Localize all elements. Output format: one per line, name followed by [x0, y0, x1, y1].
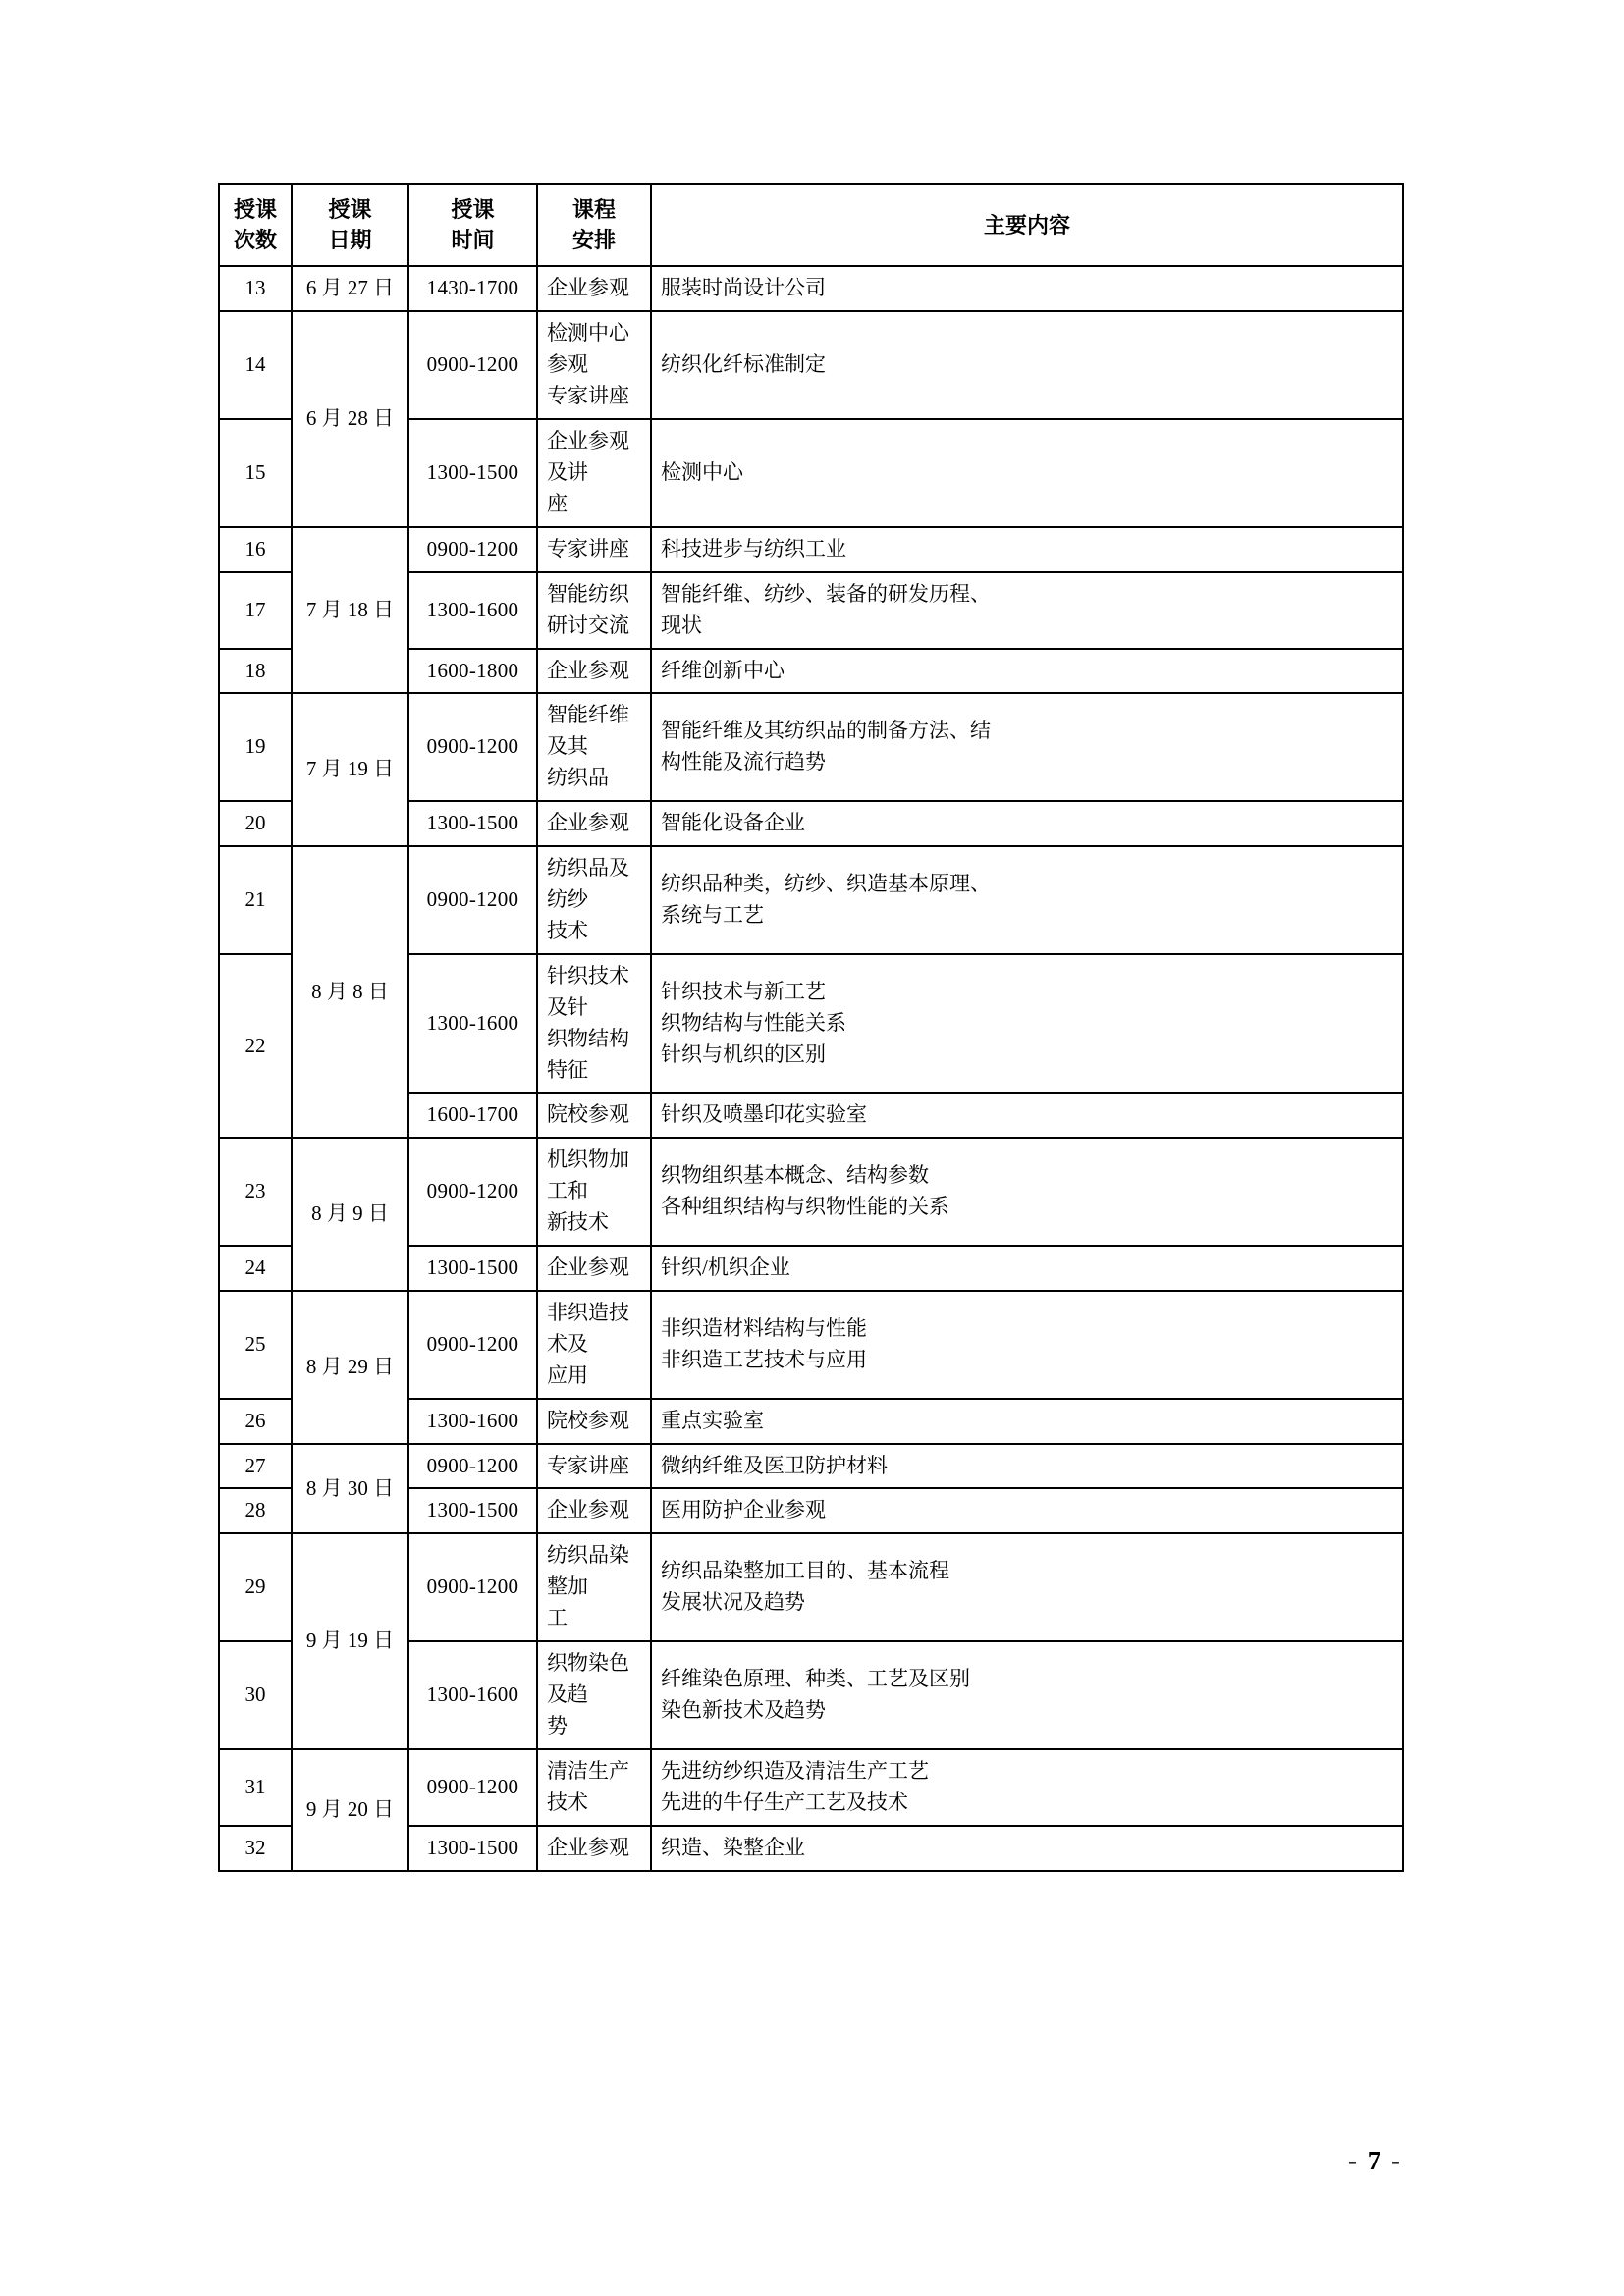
course-line: 机织物加工和 [547, 1148, 629, 1203]
content-line: 纤维创新中心 [661, 658, 785, 682]
content-line: 发展状况及趋势 [661, 1590, 805, 1615]
content-line: 智能化设备企业 [661, 811, 805, 835]
course-arrangement-cell [537, 1533, 651, 1641]
course-line: 智能纤维及其 [547, 703, 629, 759]
course-line: 针织技术及针 [547, 963, 629, 1019]
course-line: 企业参观 [547, 1498, 629, 1522]
course-line: 纺织品及纺纱 [547, 856, 629, 911]
content-line: 各种组织结构与织物性能的关系 [661, 1195, 949, 1219]
content-line: 织物结构与性能关系 [661, 1010, 846, 1035]
course-line: 企业参观 [547, 1835, 629, 1859]
course-arrangement-cell [537, 1826, 651, 1871]
content-line: 智能纤维及其纺织品的制备方法、结 [661, 719, 991, 743]
course-line: 座 [547, 491, 568, 515]
course-arrangement-cell [537, 801, 651, 846]
session-number-cell: 22 [219, 954, 292, 1139]
course-line: 专家讲座 [547, 536, 629, 561]
table-header-row [219, 184, 1403, 266]
table-row [219, 1533, 1403, 1641]
course-arrangement-cell [537, 1749, 651, 1826]
time-cell: 1300-1500 [408, 419, 537, 527]
content-line: 先进纺纱织造及清洁生产工艺 [661, 1758, 929, 1783]
time-cell: 1300-1600 [408, 1399, 537, 1444]
column-header-line: 授课 [451, 197, 495, 222]
course-arrangement-cell [537, 1444, 651, 1489]
table-row [219, 311, 1403, 419]
content-line: 先进的牛仔生产工艺及技术 [661, 1789, 908, 1814]
content-line: 非织造材料结构与性能 [661, 1315, 867, 1340]
course-line: 研讨交流 [547, 613, 629, 637]
course-line: 工 [547, 1606, 568, 1630]
content-line: 纺织品种类，纺纱、织造基本原理、 [661, 872, 991, 896]
time-cell: 1300-1600 [408, 1641, 537, 1749]
content-line: 检测中心 [661, 460, 743, 484]
time-cell: 1300-1500 [408, 1488, 537, 1533]
course-arrangement-cell [537, 1641, 651, 1749]
session-number-cell: 32 [219, 1826, 292, 1871]
date-cell: 9 月 19 日 [292, 1533, 408, 1748]
course-arrangement-cell [537, 954, 651, 1094]
main-content-cell [651, 1291, 1403, 1399]
main-content-cell [651, 1826, 1403, 1871]
time-cell: 0900-1200 [408, 1533, 537, 1641]
course-line: 院校参观 [547, 1102, 629, 1127]
course-arrangement-cell [537, 1093, 651, 1138]
main-content-cell [651, 693, 1403, 801]
time-cell: 1300-1500 [408, 1246, 537, 1291]
date-cell: 8 月 8 日 [292, 846, 408, 1138]
course-arrangement-cell [537, 419, 651, 527]
time-cell: 0900-1200 [408, 1749, 537, 1826]
page-number: - 7 - [1348, 2146, 1402, 2175]
course-arrangement-cell [537, 311, 651, 419]
column-header-line: 日期 [328, 228, 372, 253]
column-header-line: 主要内容 [983, 212, 1070, 238]
table-row [219, 266, 1403, 311]
time-cell: 1300-1500 [408, 801, 537, 846]
course-line: 智能纺织 [547, 581, 629, 606]
time-cell: 1430-1700 [408, 266, 537, 311]
session-number-cell: 26 [219, 1399, 292, 1444]
time-cell: 0900-1200 [408, 846, 537, 954]
course-line: 企业参观 [547, 1255, 629, 1280]
session-number-cell: 24 [219, 1246, 292, 1291]
time-cell: 1300-1500 [408, 1826, 537, 1871]
session-number-cell: 15 [219, 419, 292, 527]
column-header-2 [408, 184, 537, 266]
column-header-1 [292, 184, 408, 266]
main-content-cell [651, 649, 1403, 694]
course-schedule-table [218, 183, 1404, 1872]
course-line: 势 [547, 1713, 568, 1737]
course-arrangement-cell [537, 846, 651, 954]
content-line: 构性能及流行趋势 [661, 750, 826, 774]
main-content-cell [651, 1399, 1403, 1444]
content-line: 医用防护企业参观 [661, 1498, 826, 1522]
content-line: 纺织化纤标准制定 [661, 352, 826, 377]
course-arrangement-cell [537, 1138, 651, 1246]
main-content-cell [651, 954, 1403, 1094]
main-content-cell [651, 1093, 1403, 1138]
session-number-cell: 25 [219, 1291, 292, 1399]
course-arrangement-cell [537, 572, 651, 649]
main-content-cell [651, 1138, 1403, 1246]
column-header-line: 授课 [233, 197, 277, 222]
session-number-cell: 27 [219, 1444, 292, 1489]
date-cell: 7 月 19 日 [292, 693, 408, 846]
table-row [219, 527, 1403, 572]
content-line: 针织及喷墨印花实验室 [661, 1102, 867, 1127]
course-line: 纺织品染整加 [547, 1543, 629, 1599]
session-number-cell: 17 [219, 572, 292, 649]
course-line: 新技术 [547, 1210, 609, 1235]
content-line: 智能纤维、纺纱、装备的研发历程、 [661, 581, 991, 606]
session-number-cell: 20 [219, 801, 292, 846]
main-content-cell [651, 1641, 1403, 1749]
time-cell: 0900-1200 [408, 1291, 537, 1399]
date-cell: 9 月 20 日 [292, 1749, 408, 1871]
course-arrangement-cell [537, 1291, 651, 1399]
time-cell: 1600-1700 [408, 1093, 537, 1138]
main-content-cell [651, 419, 1403, 527]
course-line: 技术 [547, 918, 588, 942]
time-cell: 1300-1600 [408, 954, 537, 1094]
course-line: 企业参观 [547, 276, 629, 300]
session-number-cell: 13 [219, 266, 292, 311]
column-header-line: 授课 [328, 197, 372, 222]
course-line: 应用 [547, 1362, 588, 1387]
content-line: 织造、染整企业 [661, 1835, 805, 1859]
table-row [219, 1444, 1403, 1489]
main-content-cell [651, 846, 1403, 954]
content-line: 微纳纤维及医卫防护材料 [661, 1453, 888, 1477]
course-line: 检测中心参观 [547, 321, 629, 377]
course-line: 企业参观 [547, 658, 629, 682]
time-cell: 0900-1200 [408, 1444, 537, 1489]
content-line: 非织造工艺技术与应用 [661, 1347, 867, 1371]
table-row [219, 1138, 1403, 1246]
session-number-cell: 29 [219, 1533, 292, 1641]
column-header-line: 时间 [451, 228, 495, 253]
course-line: 织物结构特征 [547, 1026, 629, 1082]
course-line: 纺织品 [547, 766, 609, 790]
table-row [219, 1749, 1403, 1826]
session-number-cell: 30 [219, 1641, 292, 1749]
course-arrangement-cell [537, 649, 651, 694]
content-line: 针织/机织企业 [661, 1255, 790, 1280]
main-content-cell [651, 572, 1403, 649]
time-cell: 1300-1600 [408, 572, 537, 649]
course-arrangement-cell [537, 693, 651, 801]
course-arrangement-cell [537, 527, 651, 572]
content-line: 染色新技术及趋势 [661, 1697, 826, 1722]
content-line: 重点实验室 [661, 1408, 764, 1432]
course-line: 非织造技术及 [547, 1300, 629, 1356]
content-line: 现状 [661, 613, 702, 637]
session-number-cell: 23 [219, 1138, 292, 1246]
date-cell: 8 月 9 日 [292, 1138, 408, 1291]
time-cell: 0900-1200 [408, 1138, 537, 1246]
time-cell: 0900-1200 [408, 693, 537, 801]
course-line: 企业参观 [547, 811, 629, 835]
session-number-cell: 19 [219, 693, 292, 801]
date-cell: 6 月 27 日 [292, 266, 408, 311]
course-line: 院校参观 [547, 1408, 629, 1432]
column-header-0 [219, 184, 292, 266]
main-content-cell [651, 1488, 1403, 1533]
main-content-cell [651, 266, 1403, 311]
course-arrangement-cell [537, 1488, 651, 1533]
column-header-line: 次数 [233, 228, 277, 253]
main-content-cell [651, 1533, 1403, 1641]
content-line: 针织与机织的区别 [661, 1041, 826, 1066]
course-arrangement-cell [537, 1246, 651, 1291]
main-content-cell [651, 1444, 1403, 1489]
date-cell: 8 月 29 日 [292, 1291, 408, 1444]
time-cell: 0900-1200 [408, 311, 537, 419]
session-number-cell: 31 [219, 1749, 292, 1826]
main-content-cell [651, 311, 1403, 419]
table-row [219, 846, 1403, 954]
content-line: 纺织品染整加工目的、基本流程 [661, 1559, 949, 1583]
session-number-cell: 21 [219, 846, 292, 954]
session-number-cell: 16 [219, 527, 292, 572]
column-header-line: 安排 [571, 228, 616, 253]
table-row [219, 693, 1403, 801]
session-number-cell: 28 [219, 1488, 292, 1533]
column-header-3 [537, 184, 651, 266]
main-content-cell [651, 1749, 1403, 1826]
content-line: 服装时尚设计公司 [661, 276, 826, 300]
content-line: 织物组织基本概念、结构参数 [661, 1163, 929, 1188]
course-line: 专家讲座 [547, 384, 629, 408]
course-line: 清洁生产技术 [547, 1758, 629, 1814]
time-cell: 0900-1200 [408, 527, 537, 572]
session-number-cell: 14 [219, 311, 292, 419]
session-number-cell: 18 [219, 649, 292, 694]
column-header-4 [651, 184, 1403, 266]
course-line: 织物染色及趋 [547, 1651, 629, 1706]
course-arrangement-cell [537, 266, 651, 311]
date-cell: 7 月 18 日 [292, 527, 408, 694]
content-line: 科技进步与纺织工业 [661, 536, 846, 561]
main-content-cell [651, 527, 1403, 572]
table-row [219, 1291, 1403, 1399]
date-cell: 6 月 28 日 [292, 311, 408, 526]
course-line: 企业参观及讲 [547, 429, 629, 484]
course-line: 专家讲座 [547, 1453, 629, 1477]
main-content-cell [651, 801, 1403, 846]
column-header-line: 课程 [571, 197, 616, 222]
course-arrangement-cell [537, 1399, 651, 1444]
content-line: 纤维染色原理、种类、工艺及区别 [661, 1667, 970, 1691]
date-cell: 8 月 30 日 [292, 1444, 408, 1534]
main-content-cell [651, 1246, 1403, 1291]
content-line: 系统与工艺 [661, 902, 764, 927]
content-line: 针织技术与新工艺 [661, 979, 826, 1003]
time-cell: 1600-1800 [408, 649, 537, 694]
